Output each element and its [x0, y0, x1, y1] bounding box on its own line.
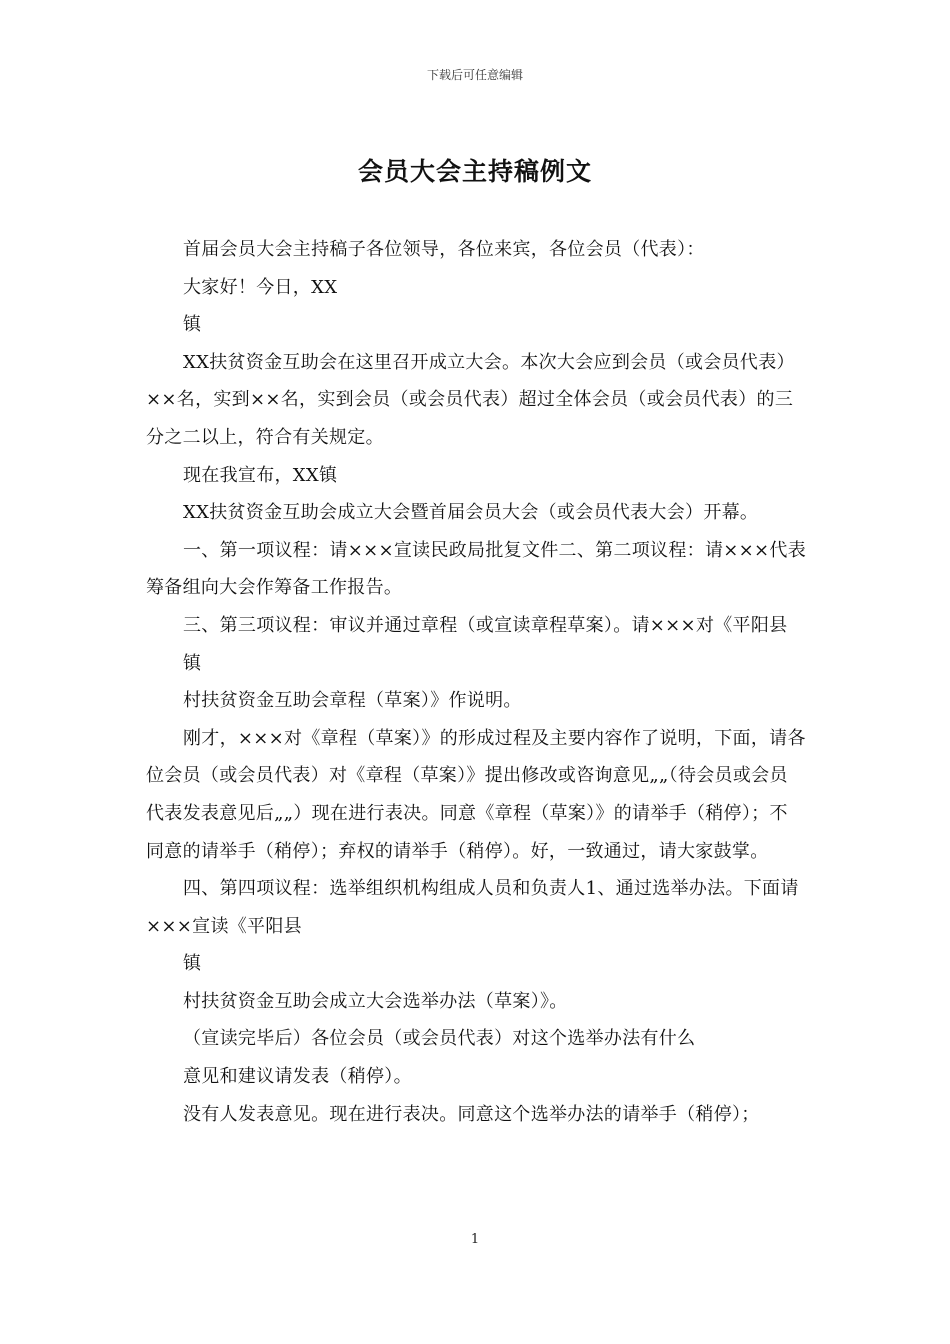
document-title: 会员大会主持稿例文: [357, 157, 592, 186]
paragraph: 大家好！今日，XX: [183, 276, 338, 298]
paragraph: 镇: [183, 314, 202, 336]
paragraph: 村扶贫资金互助会成立大会选举办法（草案）》。: [183, 990, 568, 1012]
document-body: [146, 231, 806, 1133]
paragraph: 镇: [183, 953, 202, 975]
paragraph: 四、第四项议程：选举组织机构组成人员和负责人1、通过选举办法。下面请×××宣读《平阳县: [146, 878, 799, 937]
paragraph: 意见和建议请发表（稍停）。: [183, 1066, 412, 1088]
header-note: 下载后可任意编辑: [426, 68, 523, 82]
page-number: 1: [470, 1232, 480, 1247]
paragraph: 刚才，×××对《章程（草案）》的形成过程及主要内容作了说明，下面，请各位会员（或会员代表）对《章程（草案）》提出修改或咨询意见„„（待会员或会员代表发表意见后„„）现在进行表决。同意《章程（草案）》的请举手（稍停）；不同意的请举手（稍停）；弃权的请举手（稍停）。好，一致通过，请大家鼓掌。: [146, 727, 806, 862]
paragraph: 没有人发表意见。现在进行表决。同意这个选举办法的请举手（稍停）；: [183, 1103, 760, 1125]
paragraph: 首届会员大会主持稿子各位领导，各位来宾，各位会员（代表）：: [183, 239, 705, 260]
paragraph: 现在我宣布，XX镇: [183, 464, 338, 486]
paragraph: 三、第三项议程：审议并通过章程（或宣读章程草案）。请×××对《平阳县: [183, 614, 788, 636]
paragraph: 村扶贫资金互助会章程（草案）》作说明。: [183, 690, 522, 712]
paragraph: XX扶贫资金互助会成立大会暨首届会员大会（或会员代表大会）开幕。: [183, 502, 759, 524]
paragraph: 镇: [183, 652, 202, 674]
paragraph: 一、第一项议程：请×××宣读民政局批复文件二、第二项议程：请×××代表筹备组向大会作筹备工作报告。: [146, 539, 806, 599]
paragraph: XX扶贫资金互助会在这里召开成立大会。本次大会应到会员（或会员代表）××名，实到××名，实到会员（或会员代表）超过全体会员（或会员代表）的三分之二以上，符合有关规定。: [146, 351, 795, 448]
paragraph: （宣读完毕后）各位会员（或会员代表）对这个选举办法有什么: [183, 1028, 696, 1050]
